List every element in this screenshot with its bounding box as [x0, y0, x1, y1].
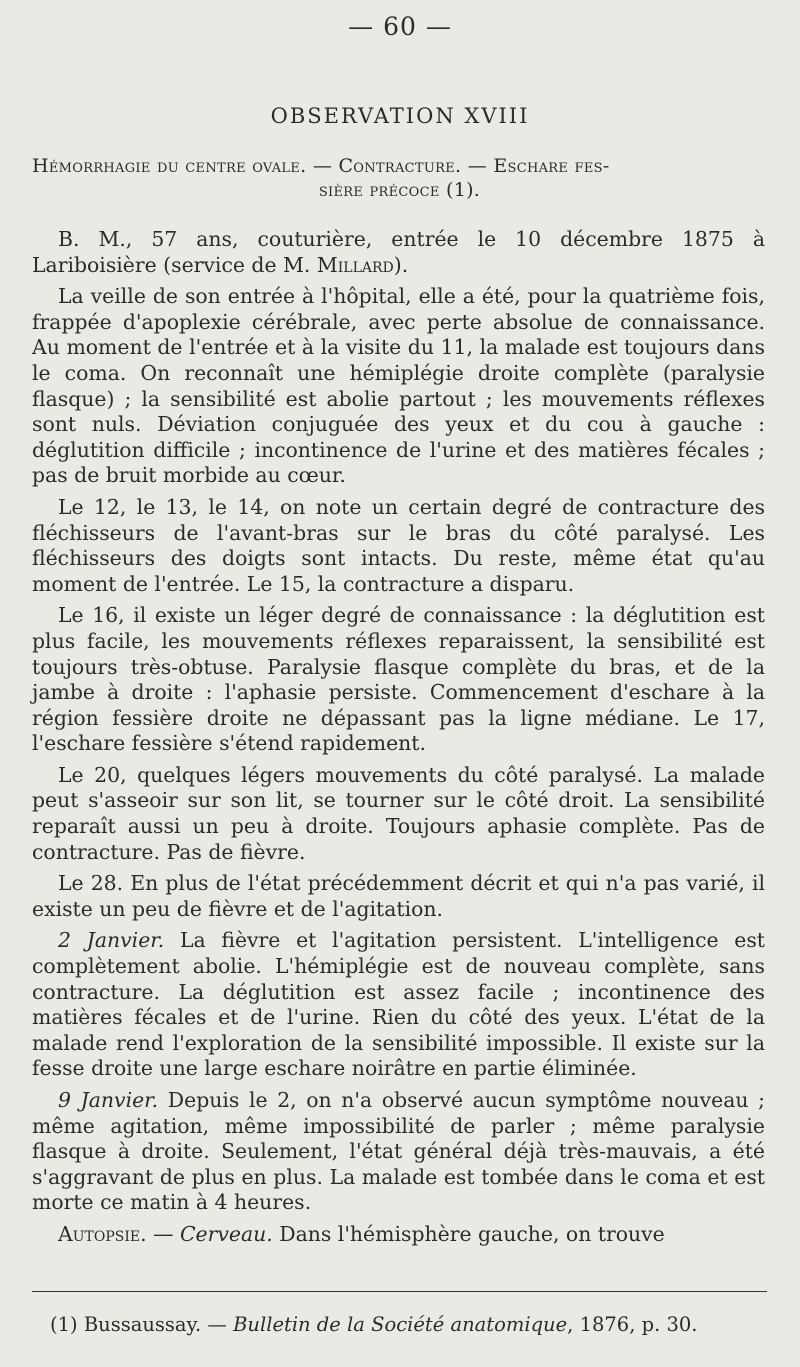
- observation-title: OBSERVATION XVIII: [270, 104, 530, 128]
- january-2-text: La fièvre et l'agitation persistent. L'intelligence est complètement abolie. L'hémiplégie est de nouveau complète, sans contracture. La déglutition est assez facile ; incontinence des matières fécales et de l'urine. Rien du côté des yeux. L'état de la malade rend l'exploration de la sensibilité impossible. Il existe sur la fesse droite une large eschare noirâtre en partie éliminée.: [32, 928, 766, 1081]
- date-january-2: 2 Janvier.: [58, 928, 165, 953]
- paragraph-day-20: Le 20, quelques légers mouvements du côté paralysé. La malade peut s'asseoir sur son lit, se tourner sur le côté droit. La sensibilité reparaît aussi un peu à droite. Toujours aphasie complète. Pas de contracture. Pas de fièvre.: [32, 762, 765, 864]
- paragraph-january-9: [32, 1088, 765, 1216]
- autopsy-organ: Cerveau.: [179, 1221, 273, 1246]
- subtitle-line-1: Hémorrhagie du centre ovale. — Contracture. — Eschare fes-: [32, 155, 610, 177]
- paragraph-patient-intro: [32, 227, 765, 278]
- paragraph-day-12: Le 12, le 13, le 14, on note un certain degré de contracture des fléchisseurs de l'avant-bras sur le bras du côté paralysé. Les fléchisseurs des doigts sont intacts. Du reste, même état qu'au moment de l'entrée. Le 15, la contracture a disparu.: [32, 494, 765, 596]
- observation-body: [32, 227, 765, 1254]
- intro-text: B. M., 57 ans, couturière, entrée le 10 décembre 1875 à Lariboisière (service de M.: [32, 227, 765, 277]
- autopsy-dash: —: [146, 1221, 180, 1246]
- footnote-journal: Bulletin de la Société anatomique: [233, 1313, 568, 1336]
- observation-subtitle: [32, 154, 767, 202]
- physician-name: Millard: [316, 252, 394, 277]
- date-january-9: 9 Janvier.: [58, 1088, 159, 1112]
- footnote: [50, 1313, 765, 1336]
- subtitle-line-2: sière précoce (1).: [318, 179, 481, 201]
- january-9-text: Depuis le 2, on n'a observé aucun symptôme nouveau ; même agitation, même impossibilité de parler ; même paralysie flasque à droite. Seulement, l'état général déjà très-mauvais, a été s'aggravant de plus en plus. La malade est tombée dans le coma et est morte ce matin à 4 heures.: [32, 1088, 765, 1215]
- footnote-author: (1) Bussaussay. —: [50, 1313, 234, 1336]
- page-number: — 60 —: [348, 12, 452, 41]
- paragraph-day-16: Le 16, il existe un léger degré de connaissance : la déglutition est plus facile, les mouvements réflexes reparaissent, la sensibilité est toujours très-obtuse. Paralysie flasque complète du bras, et de la jambe à droite : l'aphasie persiste. Commencement d'eschare à la région fessière droite ne dépassant pas la ligne médiane. Le 17, l'eschare fessière s'étend rapidement.: [32, 603, 765, 756]
- autopsy-heading: Autopsie.: [58, 1221, 147, 1246]
- autopsy-text: Dans l'hémisphère gauche, on trouve: [272, 1221, 665, 1246]
- footnote-divider: [32, 1291, 767, 1292]
- paragraph-january-2: [32, 928, 765, 1082]
- paragraph-autopsy: [32, 1222, 765, 1248]
- footnote-citation: , 1876, p. 30.: [567, 1313, 698, 1336]
- paragraph-day-28: Le 28. En plus de l'état précédemment décrit et qui n'a pas varié, il existe un peu de fièvre et de l'agitation.: [32, 871, 765, 921]
- intro-end: ).: [393, 252, 409, 277]
- paragraph-admission: La veille de son entrée à l'hôpital, elle a été, pour la quatrième fois, frappée d'apoplexie cérébrale, avec perte absolue de connaissance. Au moment de l'entrée et à la visite du 11, la malade est toujours dans le coma. On reconnaît une hémiplégie droite complète (paralysie flasque) ; la sensibilité est abolie partout ; les mouvements réflexes sont nuls. Déviation conjuguée des yeux et du cou à gauche : déglutition difficile ; incontinence de l'urine et des matières fécales ; pas de bruit morbide au cœur.: [32, 284, 765, 488]
